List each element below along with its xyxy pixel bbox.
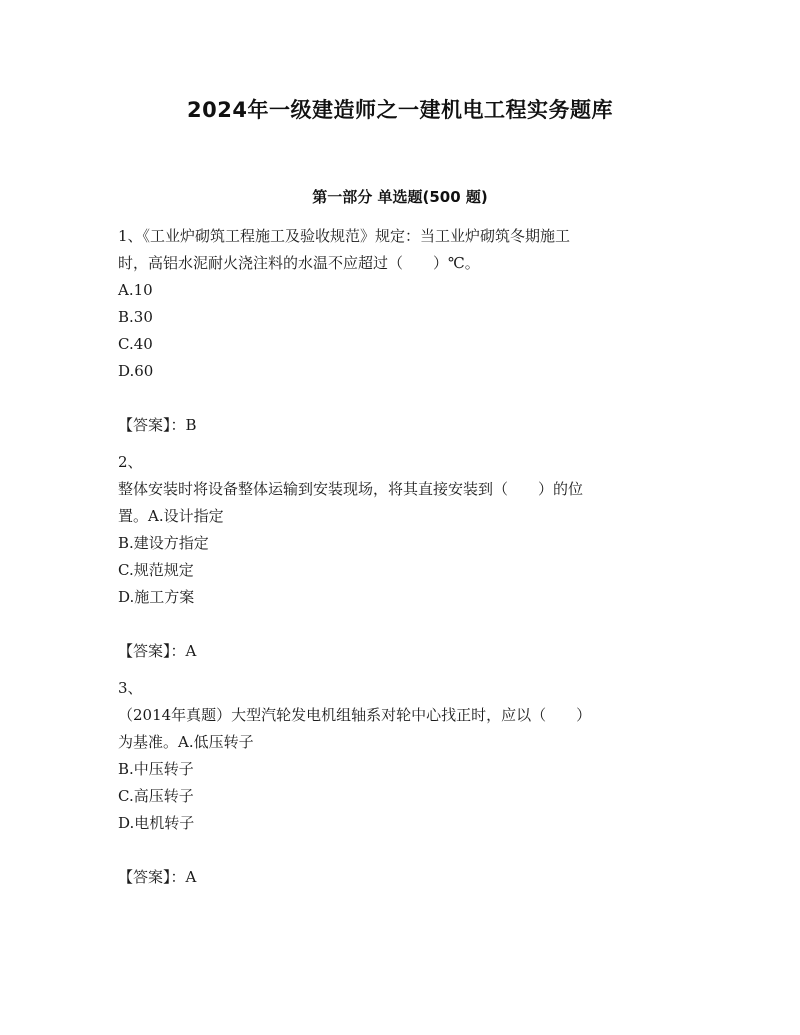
question-stem-line: 1、《工业炉砌筑工程施工及验收规范》规定：当工业炉砌筑冬期施工	[118, 227, 571, 245]
option-b: B.中压转子	[118, 760, 194, 778]
document-title: 2024年一级建造师之一建机电工程实务题库	[187, 98, 613, 122]
answer-line: 【答案】：B	[118, 416, 197, 434]
option-c: C.高压转子	[118, 787, 194, 805]
answer-line: 【答案】：A	[118, 868, 197, 886]
option-c: C.规范规定	[118, 561, 194, 579]
option-b: B.建设方指定	[118, 534, 209, 552]
question-list	[118, 223, 683, 891]
question-2	[118, 449, 683, 665]
question-stem-line: 时，高铝水泥耐火浇注料的水温不应超过（ ）℃。	[118, 254, 480, 272]
option-d: D.施工方案	[118, 588, 195, 606]
option-d: D.60	[118, 362, 154, 380]
question-stem-line: 为基准。A.低压转子	[118, 733, 254, 751]
option-a: A.10	[118, 281, 153, 299]
answer-line: 【答案】：A	[118, 642, 197, 660]
question-stem-line: 整体安装时将设备整体运输到安装现场，将其直接安装到（ ）的位	[118, 480, 584, 498]
option-c: C.40	[118, 335, 153, 353]
section-heading: 第一部分 单选题(500 题)	[312, 188, 488, 206]
option-d: D.电机转子	[118, 814, 195, 832]
question-1	[118, 223, 683, 439]
question-3	[118, 675, 683, 891]
question-number: 2、	[118, 453, 143, 471]
question-number: 3、	[118, 679, 143, 697]
option-b: B.30	[118, 308, 153, 326]
question-stem-line: （2014年真题）大型汽轮发电机组轴系对轮中心找正时，应以（ ）	[118, 706, 592, 724]
question-stem-line: 置。A.设计指定	[118, 507, 224, 525]
